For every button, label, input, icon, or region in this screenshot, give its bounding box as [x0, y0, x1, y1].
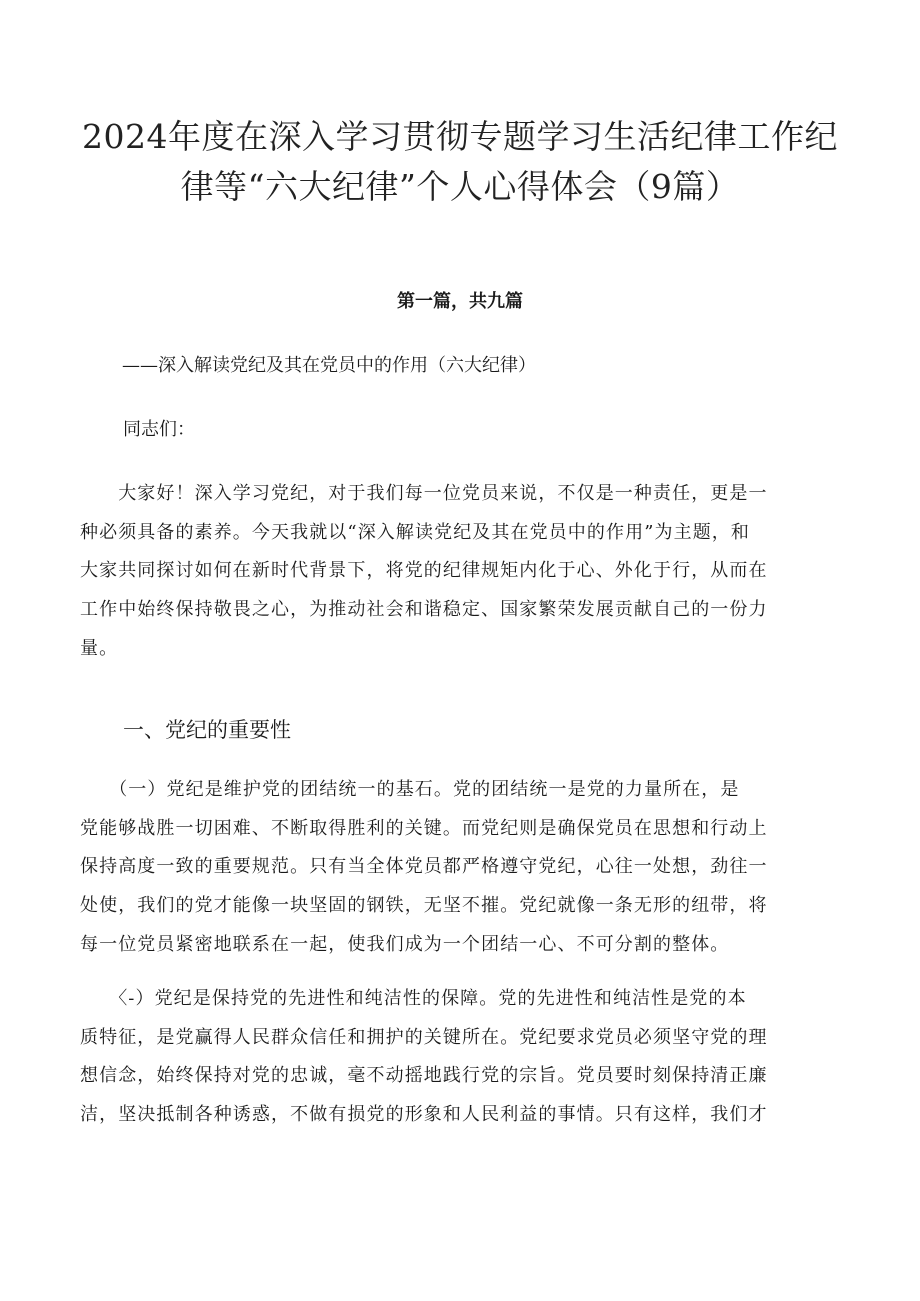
- paragraph-line: 党能够战胜一切困难、不断取得胜利的关键。而党纪则是确保党员在思想和行动上: [80, 817, 768, 839]
- paragraph-intro: [80, 475, 855, 669]
- title-line: 律等“六大纪律”个人心得体会（9篇）: [180, 167, 740, 206]
- paragraph-unity: [80, 771, 855, 965]
- document-title: [60, 112, 860, 212]
- paragraph-line: 保持高度一致的重要规范。只有当全体党员都严格遵守党纪，心往一处想，劲往一: [80, 856, 768, 878]
- paragraph-line: 洁，坚决抵制各种诱惑，不做有损党的形象和人民利益的事情。只有这样，我们才: [80, 1104, 768, 1126]
- section-heading: 一、党纪的重要性: [123, 718, 291, 742]
- section-subtitle: ——深入解读党纪及其在党员中的作用（六大纪律）: [122, 355, 536, 376]
- paragraph-line: 大家好！深入学习党纪，对于我们每一位党员来说，不仅是一种责任，更是一: [80, 483, 768, 504]
- part-label: 第一篇，共九篇: [397, 291, 523, 312]
- paragraph-line: （一）党纪是维护党的团结统一的基石。党的团结统一是党的力量所在，是: [80, 779, 740, 800]
- title-line: 2024年度在深入学习贯彻专题学习生活纪律工作纪: [82, 117, 838, 156]
- paragraph-line: 种必须具备的素养。今天我就以“深入解读党纪及其在党员中的作用”为主题，和: [80, 521, 751, 543]
- paragraph-line: 每一位党员紧密地联系在一起，使我们成为一个团结一心、不可分割的整体。: [80, 933, 730, 955]
- paragraph-line: 工作中始终保持敬畏之心，为推动社会和谐稳定、国家繁荣发展贡献自己的一份力: [80, 599, 768, 621]
- paragraph-line: 大家共同探讨如何在新时代背景下，将党的纪律规矩内化于心、外化于行，从而在: [80, 560, 768, 582]
- greeting: 同志们：: [123, 419, 195, 440]
- paragraph-line: 量。: [80, 637, 119, 659]
- paragraph-line: 质特征，是党赢得人民群众信任和拥护的关键所在。党纪要求党员必须坚守党的理: [80, 1026, 768, 1048]
- paragraph-line: 〈-）党纪是保持党的先进性和纯洁性的保障。党的先进性和纯洁性是党的本: [80, 988, 747, 1009]
- paragraph-purity: [80, 980, 855, 1135]
- paragraph-line: 处使，我们的党才能像一块坚固的钢铁，无坚不摧。党纪就像一条无形的纽带，将: [80, 895, 768, 917]
- paragraph-line: 想信念，始终保持对党的忠诚，毫不动摇地践行党的宗旨。党员要时刻保持清正廉: [80, 1065, 768, 1087]
